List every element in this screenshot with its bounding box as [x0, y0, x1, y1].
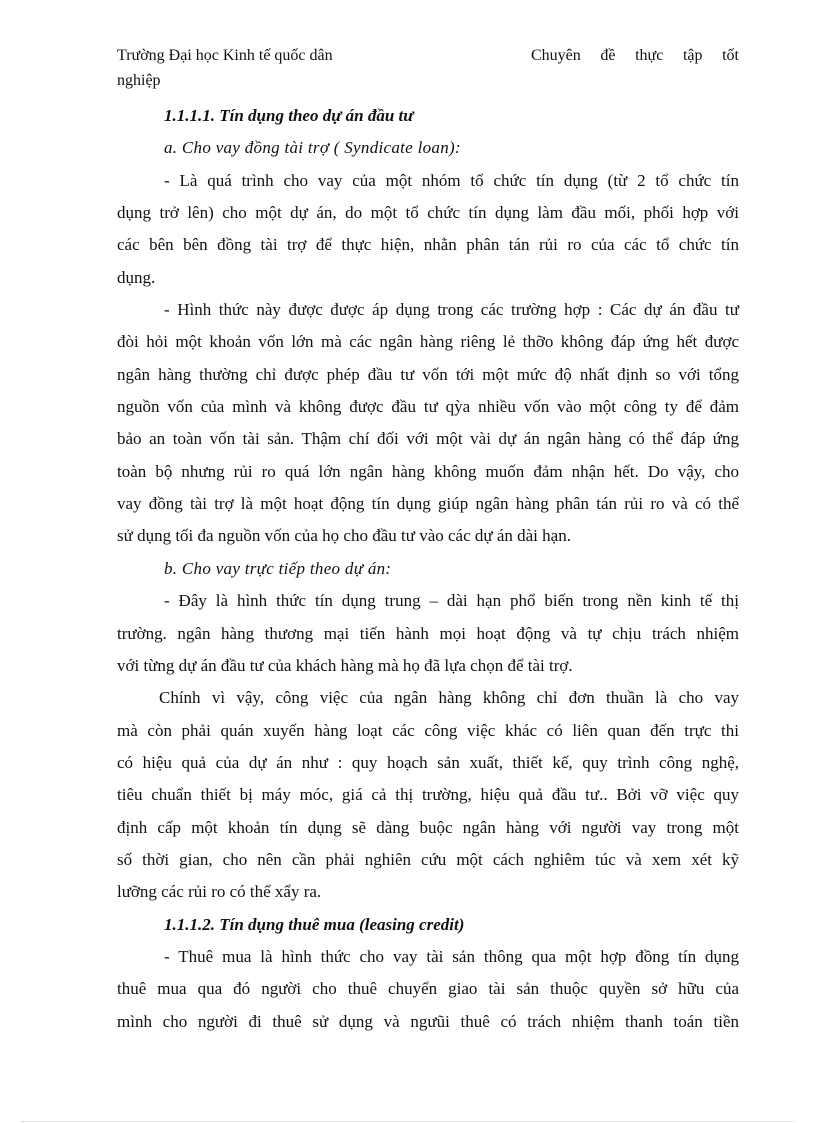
paragraph-line: bảo an toàn vốn tài sản. Thậm chí đối với một vài dự án ngân hàng có thể đáp ứng: [117, 429, 739, 449]
paragraph-line: nguồn vốn của mình và không được đầu tư qỳa nhiều vốn vào một công ty để đảm: [117, 397, 739, 417]
header-right: Chuyên đề thực tập tốt: [531, 47, 739, 64]
paragraph-line: định cấp một khoản tín dụng sẽ dàng buộc ngân hàng với người vay trong một: [117, 817, 739, 837]
paragraph-line: với từng dự án đầu tư của khách hàng mà họ đã lựa chọn để tài trợ.: [117, 655, 573, 675]
paragraph-line: các bên bên đồng tài trợ để thực hiện, nhằn phân tán rủi ro của các tổ chức tín: [117, 235, 739, 255]
paragraph-line: tiêu chuẩn thiết bị máy móc, giá cả thị trường, hiệu quả đầu tư.. Bởi vỡ việc quy: [117, 785, 739, 805]
subheading-b: b. Cho vay trực tiếp theo dự án:: [164, 558, 392, 578]
paragraph-line: sử dụng tối đa nguồn vốn của họ cho đầu tư vào các dự án dài hạn.: [117, 526, 571, 546]
paragraph-line: dụng trở lên) cho một dự án, do một tổ chức tín dụng làm đầu mối, phối hợp với: [117, 203, 739, 223]
paragraph-line: - Hình thức này được được áp dụng trong các trường hợp : Các dự án đầu tư: [164, 300, 739, 320]
paragraph-line: thuê mua qua đó người cho thuê chuyển giao tài sản thuộc quyền sở hữu của: [117, 979, 739, 999]
paragraph-line: mà còn phải quán xuyến hàng loạt các công việc khác có liên quan đến trực thi: [117, 720, 739, 740]
header-left-line1: Trường Đại học Kinh tế quốc dân: [117, 47, 333, 64]
paragraph-line: toàn bộ nhưng rủi ro quá lớn ngân hàng không muốn đảm nhận hết. Do vậy, cho: [117, 461, 739, 481]
section-heading-1-1-1-2: 1.1.1.2. Tín dụng thuê mua (leasing credit): [164, 914, 465, 934]
body-text: [117, 100, 739, 1038]
page-bottom-dotted-rule: [22, 1121, 794, 1122]
paragraph-line: số thời gian, cho nên cần phải nghiên cứu một cách nghiêm túc và xem xét kỹ: [117, 849, 739, 869]
paragraph-line: đòi hỏi một khoản vốn lớn mà các ngân hàng riêng lẻ thỡo không đáp ứng hết được: [117, 332, 739, 352]
paragraph-line: - Là quá trình cho vay của một nhóm tổ chức tín dụng (từ 2 tổ chức tín: [164, 170, 739, 190]
paragraph-line: - Thuê mua là hình thức cho vay tài sản thông qua một hợp đồng tín dụng: [164, 946, 739, 966]
paragraph-line: Chính vì vậy, công việc của ngân hàng không chỉ đơn thuần là cho vay: [159, 688, 739, 708]
paragraph-line: có hiệu quả của dự án như : quy hoạch sản xuất, thiết kế, quy trình công nghệ,: [117, 752, 739, 772]
paragraph-line: ngân hàng thường chỉ được phép đầu tư vốn tới một mức độ nhất định so với tổng: [117, 364, 739, 384]
paragraph-line: trường. ngân hàng thương mại tiến hành mọi hoạt động và tự chịu trách nhiệm: [117, 623, 739, 643]
header-left-line2: nghiệp: [117, 72, 161, 89]
paragraph-line: vay đồng tài trợ là một hoạt động tín dụng giúp ngân hàng phân tán rủi ro và có thể: [117, 494, 739, 514]
paragraph-line: lưỡng các rủi ro có thể xẩy ra.: [117, 882, 322, 902]
subheading-a: a. Cho vay đồng tài trợ ( Syndicate loan):: [164, 138, 461, 158]
paragraph-line: mình cho người đi thuê sử dụng và ngưũi thuê có trách nhiệm thanh toán tiền: [117, 1011, 739, 1031]
paragraph-line: - Đây là hình thức tín dụng trung – dài hạn phổ biến trong nền kinh tế thị: [164, 591, 739, 611]
section-heading-1-1-1-1: 1.1.1.1. Tín dụng theo dự án đầu tư: [164, 106, 414, 125]
paragraph-line: dụng.: [117, 267, 156, 287]
